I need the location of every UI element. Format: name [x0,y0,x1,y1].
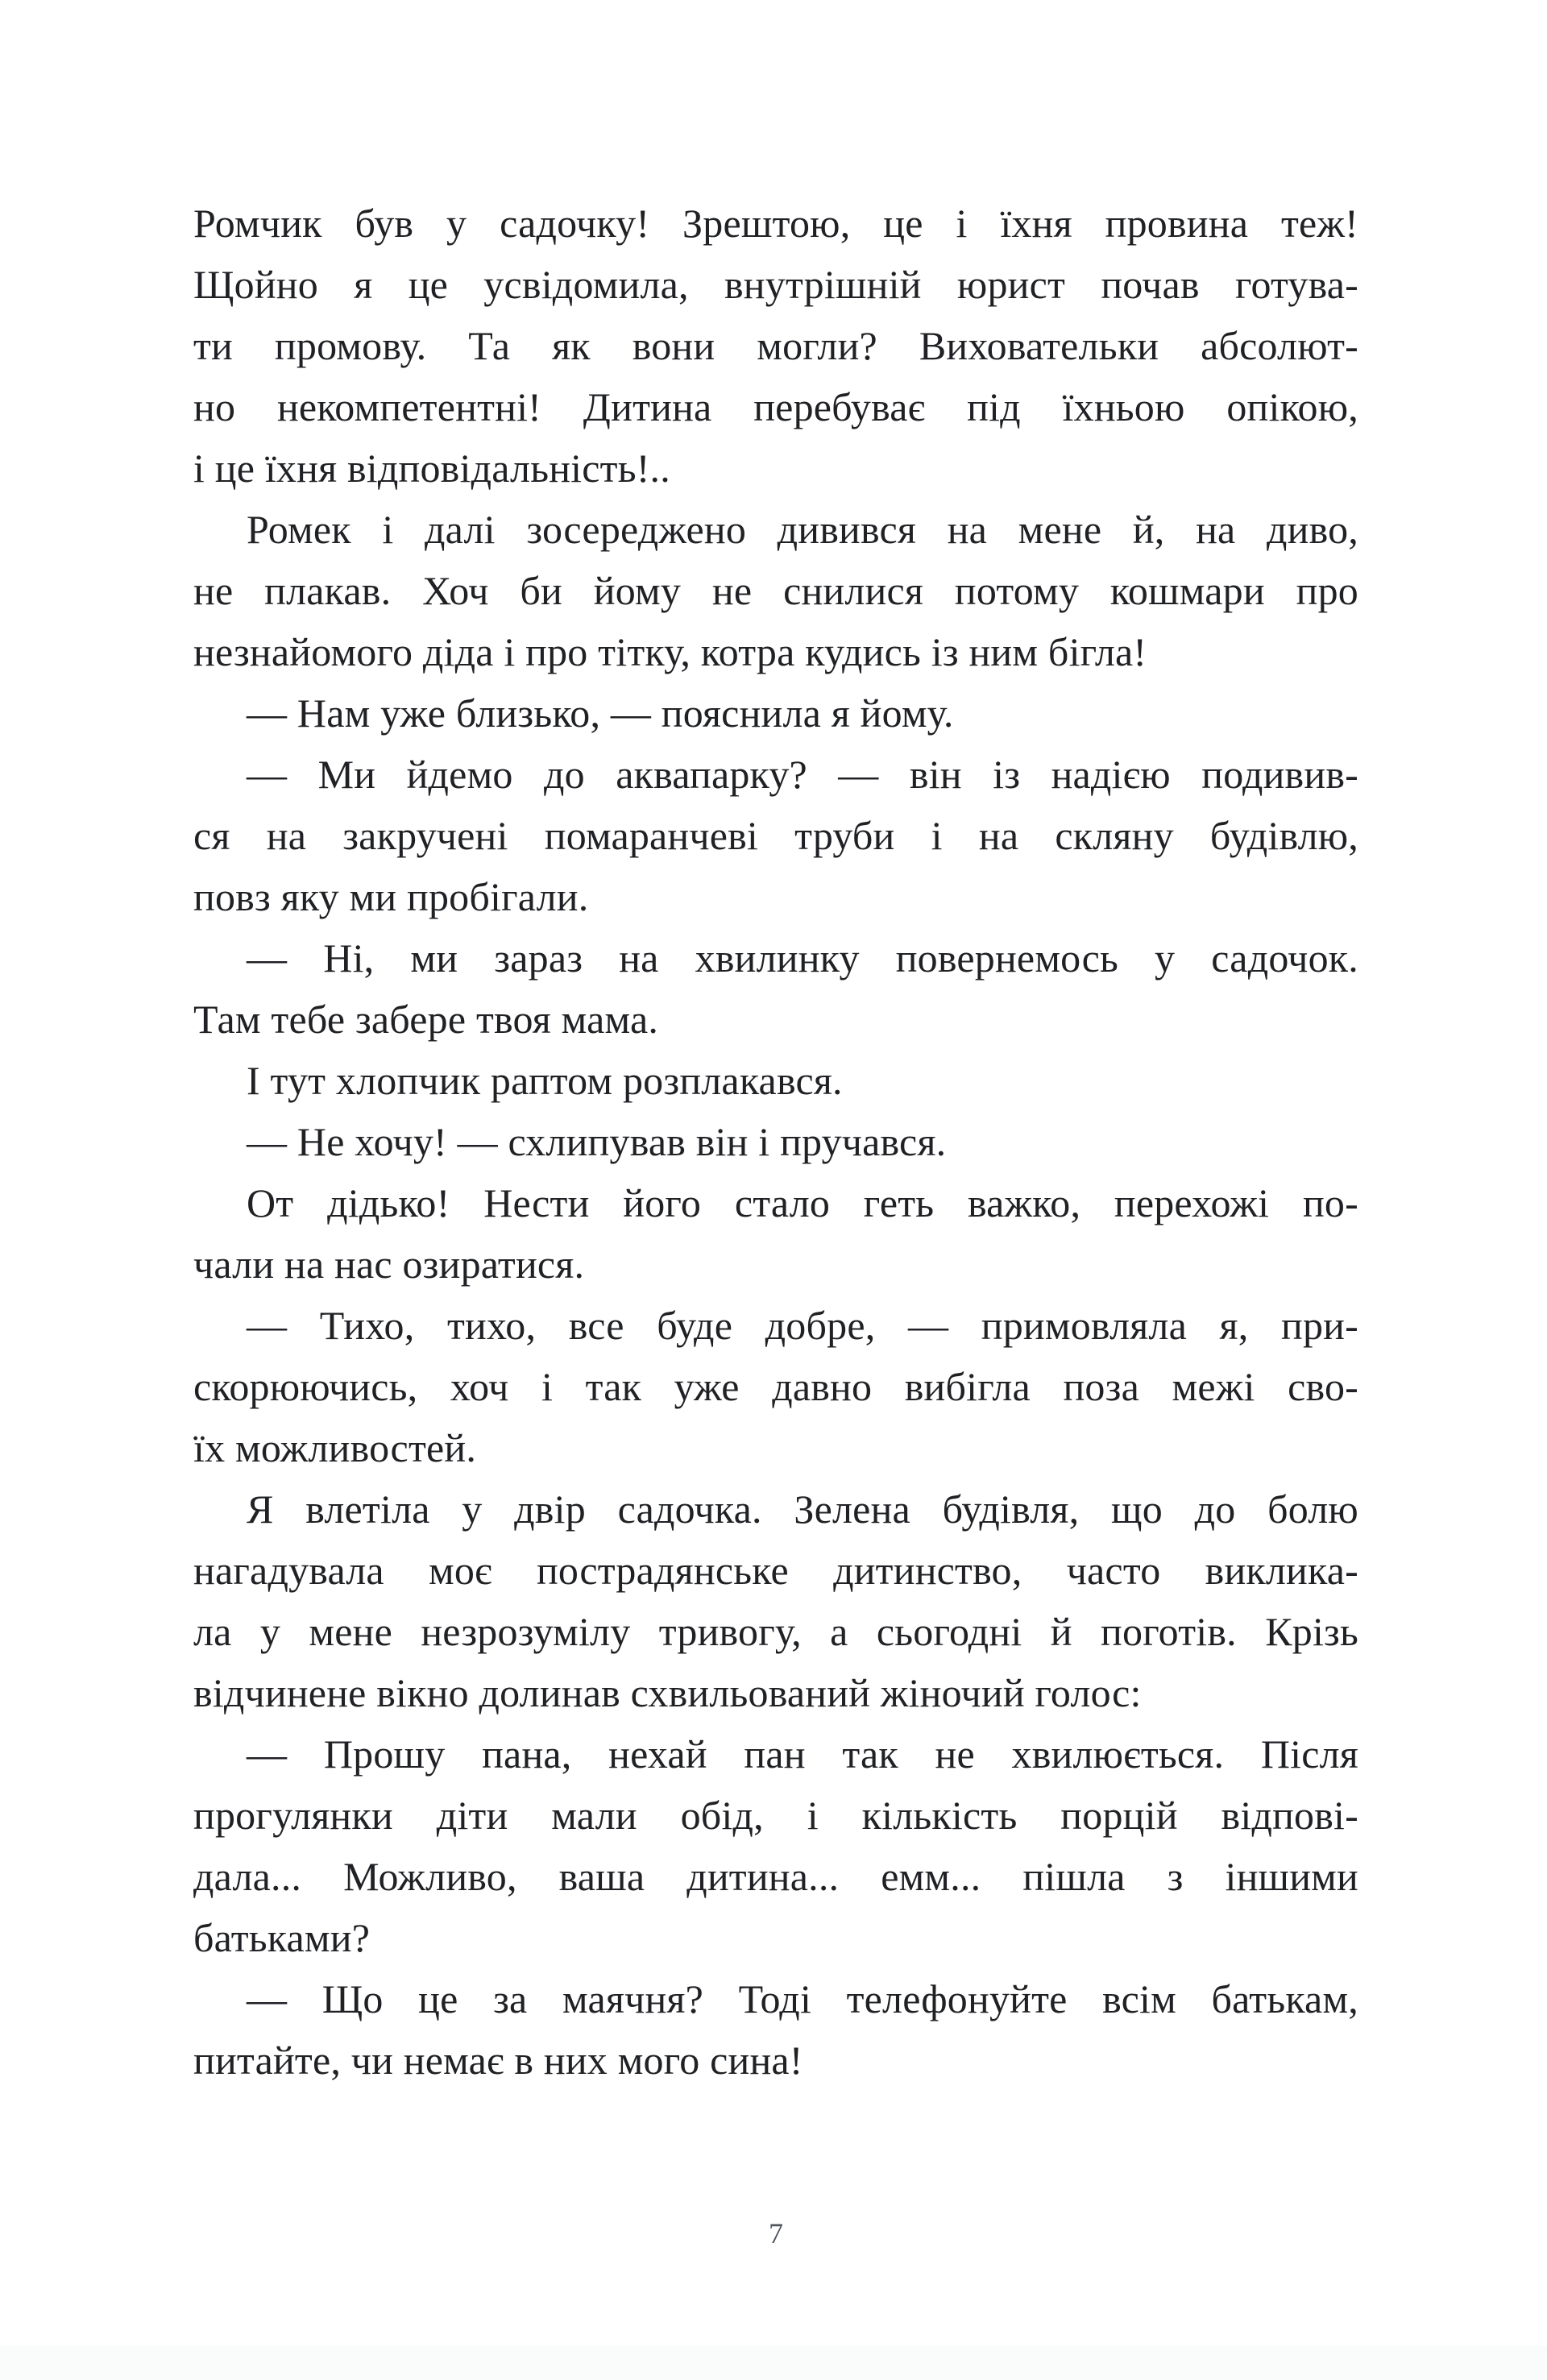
paragraph [193,682,1358,744]
paragraph [193,1050,1358,1111]
text-line: но некомпетентні! Дитина перебуває під їхньою опікою, [193,384,1358,429]
text-line: І тут хлопчик раптом розплакався. [247,1058,843,1103]
text-line: Щойно я це усвідомила, внутрішній юрист почав готува- [193,262,1358,307]
text-line: повз яку ми пробігали. [193,874,589,919]
text-line: і це їхня відповідальність!.. [193,446,670,491]
page-bottom-shade [0,2346,1547,2380]
text-line: незнайомого діда і про тітку, котра кудись із ним бігла! [193,629,1147,674]
text-line: скорюючись, хоч і так уже давно вибігла поза межі сво- [193,1364,1358,1409]
text-line: — Не хочу! — схлипував він і пручався. [247,1119,947,1164]
paragraph [193,1295,1358,1478]
page-text [193,193,1358,2091]
text-line: прогулянки діти мали обід, і кількість порцій відпові- [193,1793,1358,1838]
paragraph [193,1111,1358,1172]
paragraph [193,927,1358,1050]
text-line: От дідько! Нести його стало геть важко, перехожі по- [247,1180,1358,1225]
text-line: нагадувала моє пострадянське дитинство, часто виклика- [193,1548,1358,1593]
text-line: батьками? [193,1915,371,1960]
paragraph [193,1172,1358,1295]
paragraph [193,193,1358,499]
paragraph [193,499,1358,682]
text-line: — Ми йдемо до аквапарку? — він із надією подивив- [247,752,1358,797]
text-line: їх можливостей. [193,1425,477,1470]
text-line: не плакав. Хоч би йому не снилися потому кошмари про [193,568,1358,613]
text-line: — Прошу пана, нехай пан так не хвилюється. Після [247,1731,1358,1777]
text-line: — Тихо, тихо, все буде добре, — примовляла я, при- [247,1303,1358,1348]
text-line: — Ні, ми зараз на хвилинку повернемось у садочок. [247,935,1358,981]
text-line: Я влетіла у двір садочка. Зелена будівля, що до болю [247,1486,1358,1532]
paragraph [193,1478,1358,1723]
text-line: ти промову. Та як вони могли? Виховательки абсолют- [193,323,1358,368]
paragraph [193,744,1358,927]
text-line: ла у мене незрозумілу тривогу, а сьогодні й поготів. Крізь [193,1609,1358,1654]
text-line: Ромек і далі зосереджено дивився на мене й, на диво, [247,507,1358,552]
paragraph [193,1723,1358,1968]
paragraph [193,1968,1358,2091]
page-number: 7 [769,2217,783,2249]
text-line: відчинене вікно долинав схвильований жіночий голос: [193,1670,1142,1715]
text-line: ся на закручені помаранчеві труби і на скляну будівлю, [193,813,1358,858]
text-line: — Що це за маячня? Тоді телефонуйте всім батькам, [247,1976,1358,2021]
text-line: питайте, чи немає в них мого сина! [193,2038,803,2083]
text-line: Ромчик був у садочку! Зрештою, це і їхня провина теж! [193,201,1358,246]
text-line: дала... Можливо, ваша дитина... емм... пішла з іншими [193,1854,1358,1899]
text-line: — Нам уже близько, — пояснила я йому. [247,690,954,736]
text-line: чали на нас озиратися. [193,1242,585,1287]
text-line: Там тебе забере твоя мама. [193,997,659,1042]
